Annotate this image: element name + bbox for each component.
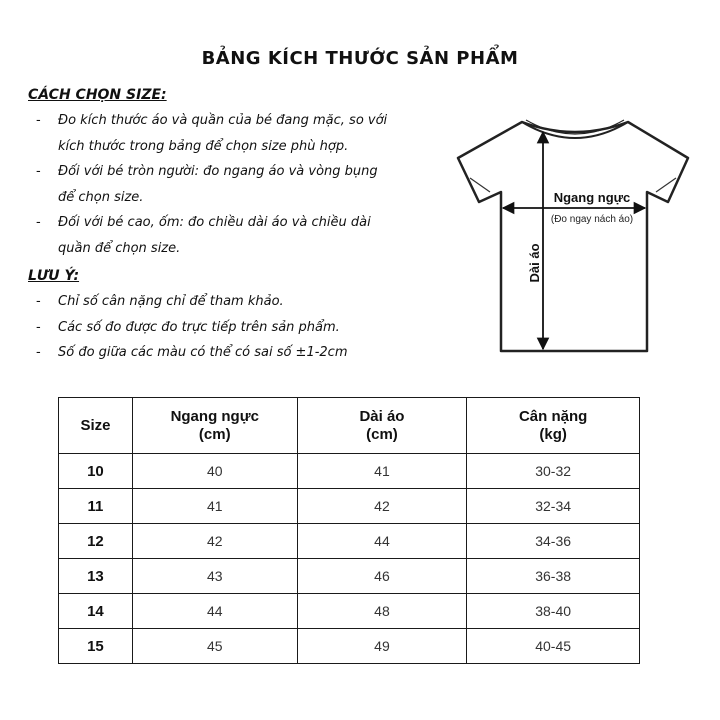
list-item-line: Đối với bé tròn người: đo ngang áo và vòng bụng (58, 164, 378, 179)
chest-cell: 44 (132, 594, 297, 629)
chest-cell: 43 (132, 559, 297, 594)
chest-label: Ngang ngực (553, 190, 631, 205)
how-to-choose-heading: CÁCH CHỌN SIZE: (28, 87, 167, 103)
list-item-line: để chọn size. (58, 189, 144, 205)
length-cell: 41 (297, 454, 467, 489)
list-item: - Các số đo được đo trực tiếp trên sản phẩm. (28, 315, 448, 341)
size-cell: 10 (59, 454, 133, 489)
size-cell: 14 (59, 594, 133, 629)
table-row (59, 559, 640, 594)
table-row (59, 629, 640, 664)
header-weight-unit: (kg) (539, 425, 567, 443)
page-title: BẢNG KÍCH THƯỚC SẢN PHẨM (201, 48, 519, 69)
table-row (59, 489, 640, 524)
size-cell: 12 (59, 524, 133, 559)
weight-cell: 36-38 (467, 559, 640, 594)
list-item: - Số đo giữa các màu có thể có sai số ±1-2cm (28, 340, 448, 366)
header-chest (132, 398, 297, 454)
list-item: - Chỉ số cân nặng chỉ để tham khảo. (28, 289, 448, 315)
list-item (28, 108, 448, 159)
length-cell: 48 (297, 594, 467, 629)
length-cell: 44 (297, 524, 467, 559)
notes-heading: LƯU Ý: (28, 268, 80, 284)
table-row (59, 524, 640, 559)
chest-note: (Đo ngay nách áo) (550, 214, 634, 225)
header-chest-label: Ngang ngực (170, 407, 259, 425)
header-weight-label: Cân nặng (518, 407, 588, 425)
size-cell: 11 (59, 489, 133, 524)
list-item-line: kích thước trong bảng để chọn size phù hợp. (58, 138, 349, 154)
list-item-line: Đo kích thước áo và quần của bé đang mặc, so với (58, 113, 388, 128)
header-length-unit: (cm) (366, 425, 398, 443)
tshirt-diagram (452, 108, 702, 358)
notes-list (28, 289, 448, 366)
header-length (297, 398, 467, 454)
weight-cell: 40-45 (467, 629, 640, 664)
header-weight (467, 398, 640, 454)
length-cell: 46 (297, 559, 467, 594)
weight-cell: 32-34 (467, 489, 640, 524)
table-header-row (59, 398, 640, 454)
chest-cell: 45 (132, 629, 297, 664)
table-row (59, 454, 640, 489)
list-item (28, 210, 448, 261)
length-cell: 42 (297, 489, 467, 524)
size-cell: 15 (59, 629, 133, 664)
list-item-line: quần để chọn size. (58, 240, 181, 256)
size-cell: 13 (59, 559, 133, 594)
weight-cell: 38-40 (467, 594, 640, 629)
weight-cell: 30-32 (467, 454, 640, 489)
chest-cell: 42 (132, 524, 297, 559)
tshirt-outline (458, 122, 688, 351)
table-row (59, 594, 640, 629)
header-size (59, 398, 133, 454)
header-length-label: Dài áo (359, 407, 405, 425)
header-chest-unit: (cm) (198, 425, 231, 443)
chest-cell: 41 (132, 489, 297, 524)
list-item-line: Đối với bé cao, ốm: đo chiều dài áo và chiều dài (58, 215, 371, 230)
header-size-label: Size (80, 416, 111, 434)
chest-cell: 40 (132, 454, 297, 489)
weight-cell: 34-36 (467, 524, 640, 559)
size-table (58, 397, 640, 664)
how-to-choose-list (28, 108, 448, 261)
list-item (28, 159, 448, 210)
length-cell: 49 (297, 629, 467, 664)
length-label: Dài áo (527, 243, 542, 283)
